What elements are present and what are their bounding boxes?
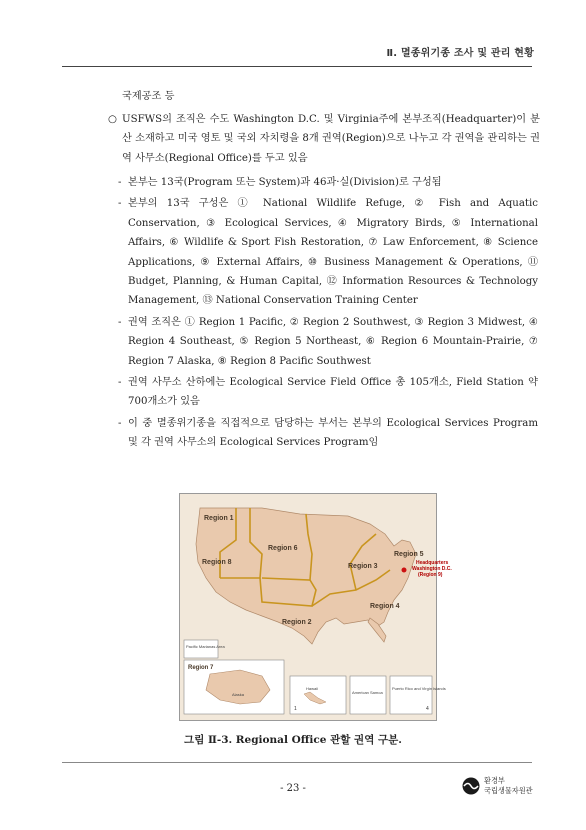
header-divider — [62, 66, 532, 67]
main-bullet — [108, 110, 540, 168]
dash-item — [118, 194, 538, 310]
region-1-label: Region 1 — [204, 515, 234, 522]
region-3-label: Region 3 — [348, 563, 378, 570]
dash-item — [118, 373, 538, 412]
dash-item — [118, 414, 538, 453]
headquarters-marker — [402, 568, 407, 573]
org-name-line2: 국립생물자원관 — [484, 786, 533, 795]
hawaii-inset-label: Hawaii — [306, 686, 319, 691]
region-7-label: Region 7 — [188, 665, 214, 671]
inset-number-4: 4 — [426, 706, 429, 712]
pacific-inset-label: Pacific Marianas Area — [186, 644, 225, 649]
running-header: Ⅱ. 멸종위기종 조사 및 관리 현황 — [386, 48, 534, 59]
hawaii-inset-box — [290, 676, 346, 714]
dash-marker: - — [118, 316, 122, 328]
dash-item-text: 본부의 13국 구성은 ① National Wildlife Refuge, ② Fish and Aquatic Conservation, ③ Ecological Services, ④ Migratory Birds, ⑤ International Affairs, ⑥ Wildlife & Sport Fish Restoration, ⑦ Law Enforcement, ⑧ Science Applications, ⑨ External Affairs, ⑩ Business Management & Operations, ⑪ Budget, Planning, & Human Capital, ⑫ Information Resources & Technology Management, ⑬ National Conservation Training Center — [128, 198, 538, 307]
dash-marker: - — [118, 377, 122, 389]
ministry-logo-icon — [462, 777, 480, 795]
hq-label-line2: Washington D.C. — [412, 566, 452, 572]
org-name-line1: 환경부 — [484, 776, 505, 785]
samoa-inset-label: American Samoa — [352, 690, 383, 695]
us-region-map — [180, 494, 452, 720]
region-4-label: Region 4 — [370, 603, 400, 610]
dash-marker: - — [118, 177, 122, 188]
region-6-label: Region 6 — [268, 545, 298, 552]
dash-marker: - — [118, 198, 122, 210]
puerto-rico-inset-label: Puerto Rico and Virgin Islands — [392, 686, 446, 691]
hq-label-line3: (Region 9) — [418, 572, 443, 578]
organization-name — [484, 776, 533, 796]
footer-divider — [62, 762, 532, 763]
dash-item — [118, 173, 538, 192]
lead-line: 국제공조 등 — [122, 91, 175, 102]
dash-marker: - — [118, 417, 122, 429]
alaska-inset-label: Alaska — [232, 692, 245, 697]
region-5-label: Region 5 — [394, 551, 424, 558]
dash-item-text: 본부는 13국(Program 또는 System)과 46과·실(Division)로 구성됨 — [128, 177, 442, 188]
region-2-label: Region 2 — [282, 619, 312, 626]
dash-item-text: 권역 사무소 산하에는 Ecological Service Field Office 총 105개소, Field Station 약 700개소가 있음 — [128, 377, 538, 408]
page-number: - 23 - — [280, 783, 306, 794]
circle-bullet-marker: ○ — [108, 114, 117, 125]
hq-label-line1: Headquarters — [416, 560, 449, 566]
samoa-inset-box — [350, 676, 386, 714]
dash-item-text: 권역 조직은 ① Region 1 Pacific, ② Region 2 Southwest, ③ Region 3 Midwest, ④ Region 4 Southeast, ⑤ Region 5 Northeast, ⑥ Region 6 Mountain-Prairie, ⑦ Region 7 Alaska, ⑧ Region 8 Pacific Southwest — [128, 316, 538, 367]
dash-list — [118, 173, 538, 455]
figure-caption: 그림 Ⅱ-3. Regional Office 관할 권역 구분. — [184, 734, 402, 746]
region-map-figure — [179, 493, 452, 721]
dash-item-text: 이 중 멸종위기종을 직접적으로 담당하는 부서는 본부의 Ecological Services Program 및 각 권역 사무소의 Ecological Services Program임 — [128, 417, 538, 449]
region-8-label: Region 8 — [202, 559, 232, 566]
dash-item — [118, 313, 538, 371]
pacific-inset-box — [184, 640, 218, 658]
main-bullet-text: USFWS의 조직은 수도 Washington D.C. 및 Virginia주에 본부조직(Headquarter)이 분산 소재하고 미국 영토 및 국외 자치령을 8개 권역(Region)으로 나누고 각 권역을 관리하는 권역 사무소(Regional Office)를 두고 있음 — [122, 114, 540, 164]
inset-number-1: 1 — [294, 706, 297, 712]
